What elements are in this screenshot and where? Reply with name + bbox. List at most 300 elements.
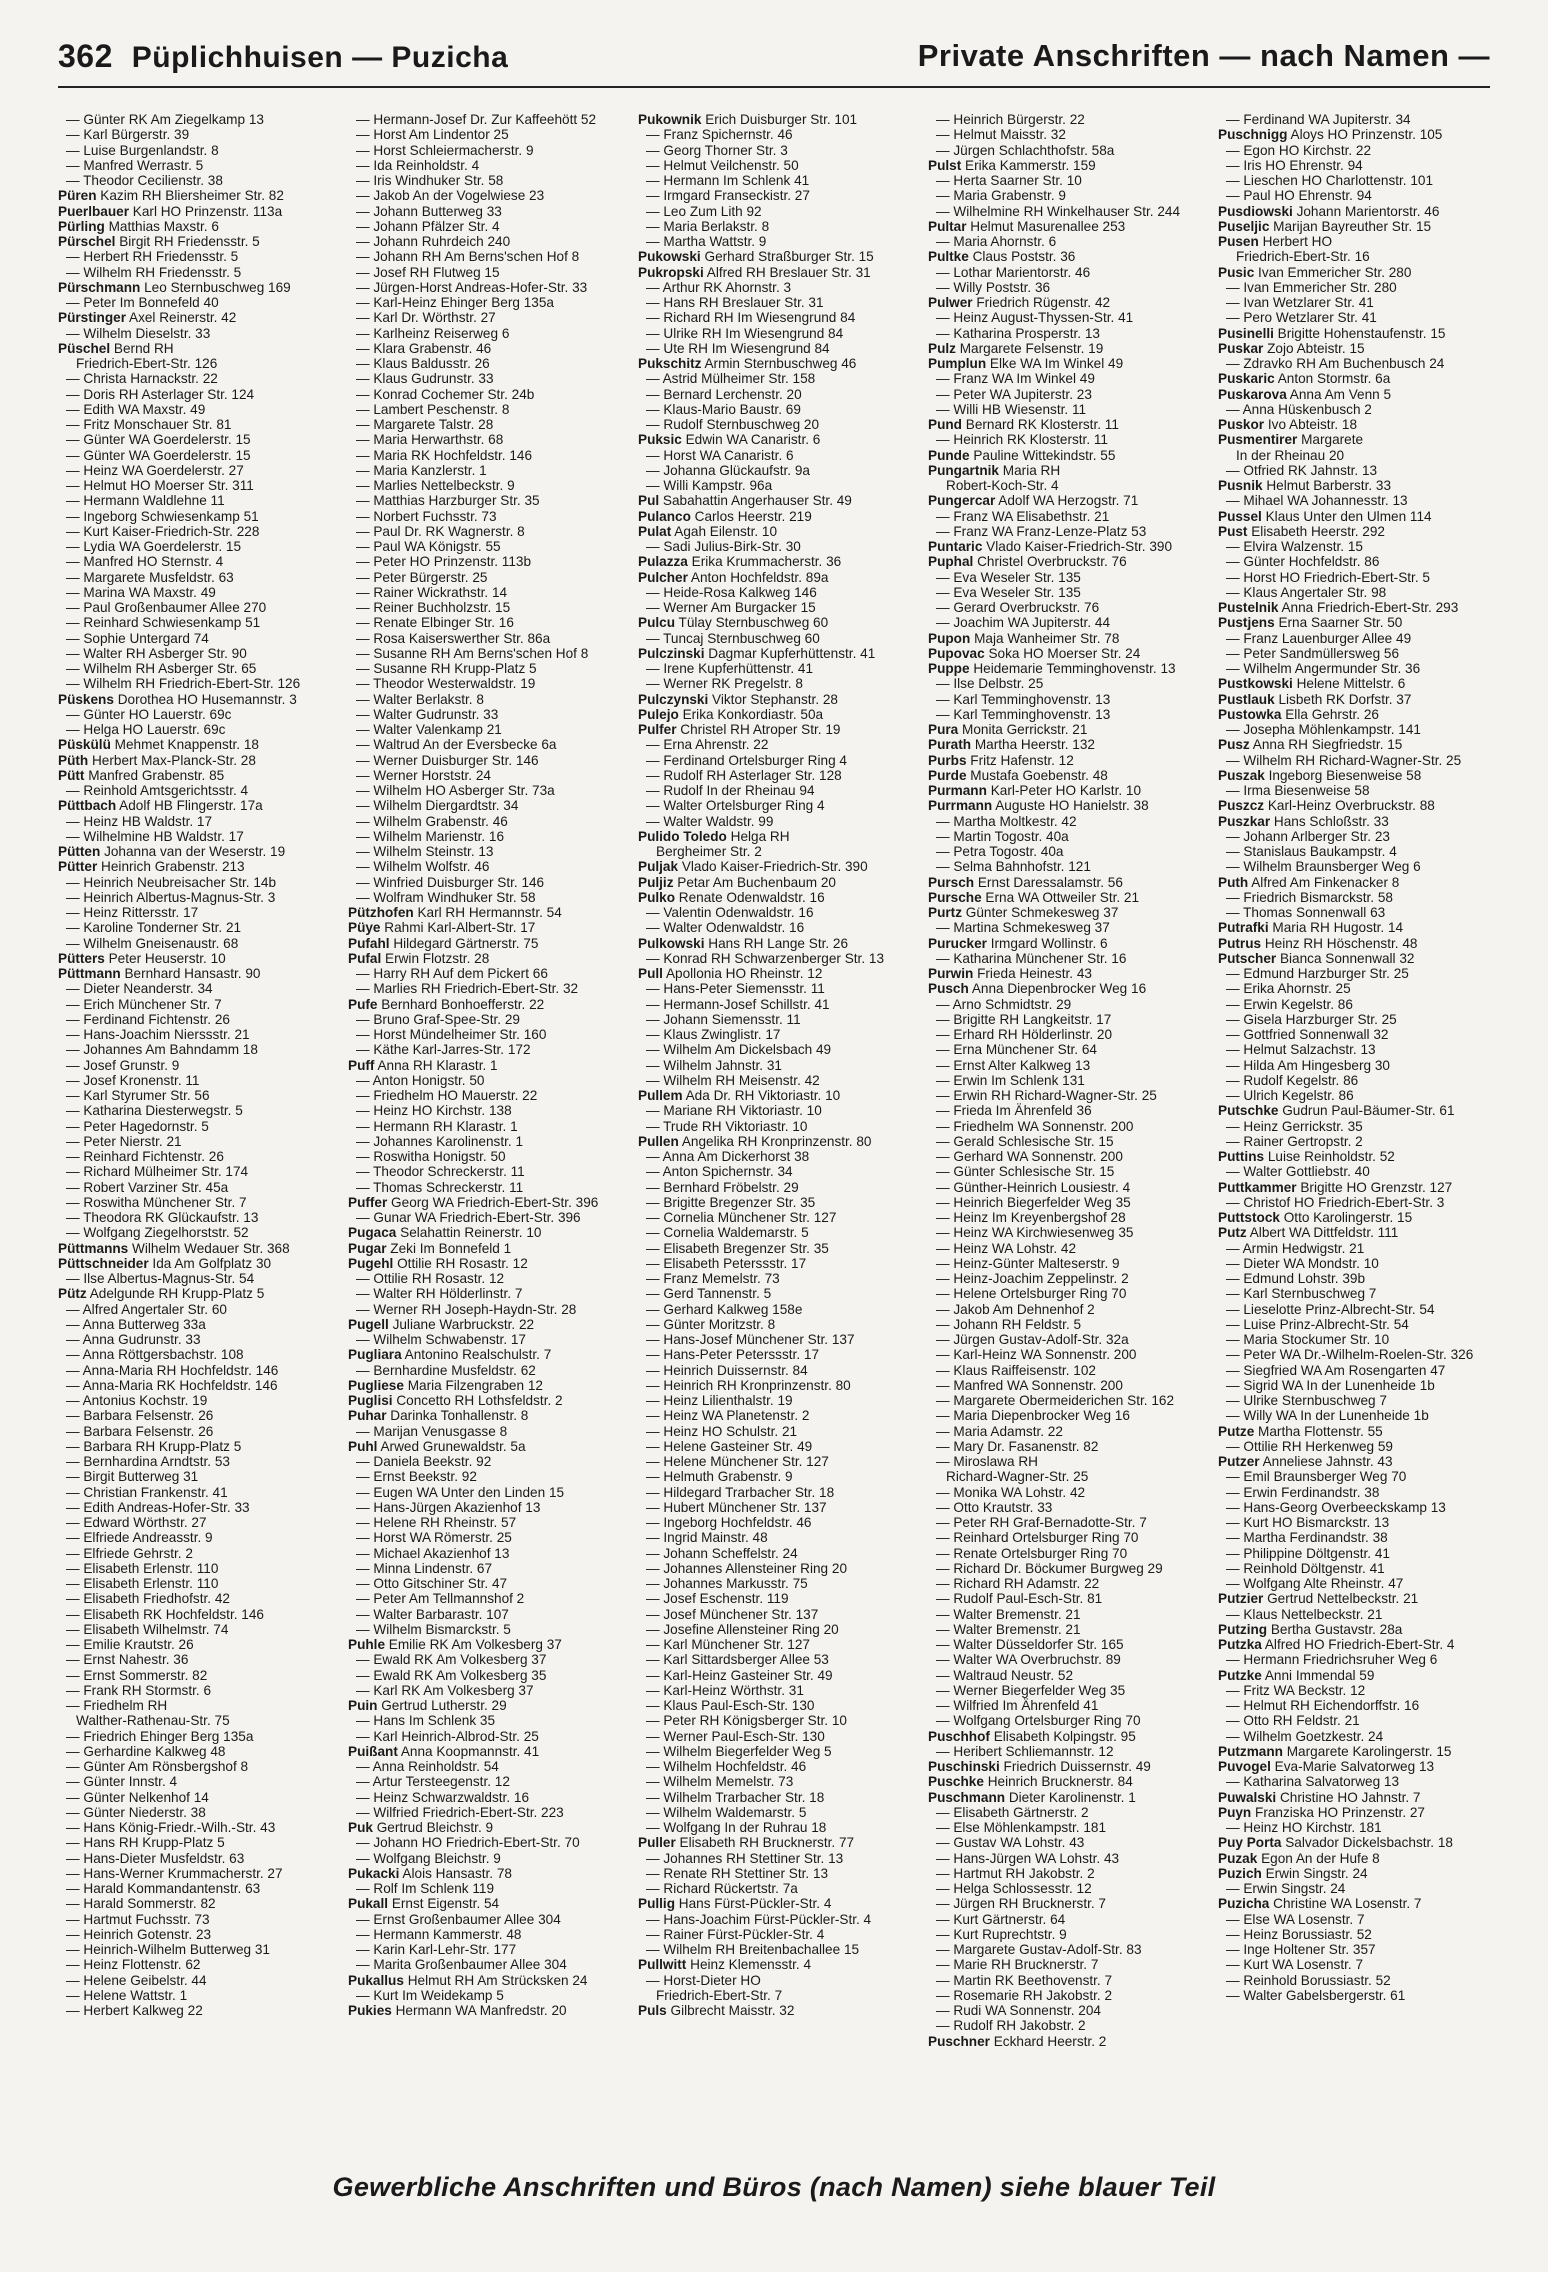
directory-entry: [58, 951, 330, 966]
surname: Püttmann: [58, 966, 121, 981]
entry-details: Herbert HO: [1258, 234, 1333, 249]
surname: Pulazza: [638, 554, 688, 570]
directory-entry: — Klaus Nettelbeckstr. 21: [1226, 1606, 1383, 1622]
directory-entry: — Martha Moltkestr. 42: [936, 813, 1077, 829]
directory-entry: — Ivan Emmericher Str. 280: [1226, 279, 1397, 295]
entry-details: Emilie RK Am Volkesberg 37: [385, 1637, 562, 1652]
directory-entry: — Frieda Im Ährenfeld 36: [936, 1103, 1092, 1119]
directory-entry: — Jürgen Schlachthofstr. 58a: [936, 142, 1115, 158]
directory-entry: — Thomas Sonnenwall 63: [1226, 905, 1386, 920]
directory-entry: Walther-Rathenau-Str. 75: [76, 1713, 230, 1729]
directory-entry: — Martha Wattstr. 9: [646, 234, 767, 249]
surname: Puljak: [638, 859, 679, 875]
entry-details: Johanna van der Weserstr. 19: [100, 844, 286, 859]
directory-entry: — Otto Gitschiner Str. 47: [356, 1576, 508, 1591]
entry-details: Hermann WA Manfredstr. 20: [391, 2003, 567, 2018]
entry-details: Angelika RH Kronprinzenstr. 80: [678, 1133, 872, 1149]
directory-entry: [638, 493, 910, 508]
directory-entry: — Gerhard Kalkweg 158e: [646, 1301, 803, 1317]
directory-entry: — Mariane RH Viktoriastr. 10: [646, 1103, 822, 1119]
directory-entry: — Gerd Tannenstr. 5: [646, 1286, 772, 1302]
directory-entry: — Heinz Lilienthalstr. 19: [646, 1393, 793, 1408]
directory-entry: — Joachim WA Jupiterstr. 44: [936, 615, 1111, 631]
directory-entry: — Theodor Schreckerstr. 11: [356, 1164, 525, 1180]
directory-entry: [928, 905, 1200, 920]
entry-details: Ingeborg Biesenweise 58: [1264, 767, 1422, 783]
entry-details: Margarete Felsenstr. 19: [955, 340, 1104, 356]
directory-entry: — Richard RH Adamstr. 22: [936, 1576, 1100, 1591]
entry-details: Leo Sternbuschweg 169: [140, 279, 291, 295]
directory-entry: — Karl Bürgerstr. 39: [66, 127, 190, 143]
entry-details: Gilbrecht Maisstr. 32: [666, 2003, 795, 2018]
directory-entry: [928, 295, 1200, 310]
directory-entry: — Winfried Duisburger Str. 146: [356, 874, 545, 890]
directory-entry: [58, 188, 330, 203]
directory-entry: — Wilfried Im Ährenfeld 41: [936, 1698, 1099, 1713]
directory-entry: [638, 1896, 910, 1911]
directory-entry: — Peter RH Königsberger Str. 10: [646, 1713, 847, 1729]
directory-entry: — Werner Horststr. 24: [356, 767, 491, 783]
entry-details: Martha Heerstr. 132: [971, 737, 1095, 753]
directory-entry: — Anna Am Dickerhorst 38: [646, 1149, 810, 1164]
directory-entry: — Otto RH Feldstr. 21: [1226, 1713, 1360, 1729]
surname: Puwalski: [1218, 1789, 1277, 1805]
directory-entry: — Ulrike Sternbuschweg 7: [1226, 1393, 1387, 1408]
entry-details: Albert WA Dittfeldstr. 111: [1246, 1225, 1399, 1241]
directory-entry: — Walter Bremenstr. 21: [936, 1621, 1081, 1637]
directory-entry: [1218, 920, 1490, 935]
directory-entry: [58, 1241, 330, 1256]
directory-entry: — Wolfgang Ziegelhorststr. 52: [66, 1225, 249, 1241]
directory-entry: — Ottilie RH Rosastr. 12: [356, 1271, 505, 1286]
directory-entry: — Ferdinand Ortelsburger Ring 4: [646, 752, 847, 768]
directory-entry: In der Rheinau 20: [1236, 447, 1345, 463]
directory-entry: — Ernst Nahestr. 36: [66, 1652, 189, 1668]
surname: Putzmann: [1218, 1743, 1283, 1759]
entry-details: Anna Friedrich-Ebert-Str. 293: [1278, 600, 1459, 615]
directory-entry: — Franz Spichernstr. 46: [646, 127, 793, 143]
entry-details: Karl-Peter HO Karlstr. 10: [986, 783, 1142, 798]
surname: Puskarova: [1218, 386, 1287, 402]
entry-details: Anna RH Siegfriedstr. 15: [1249, 737, 1403, 753]
directory-entry: [348, 905, 620, 920]
directory-entry: — Klaus Raiffeisenstr. 102: [936, 1362, 1096, 1378]
directory-entry: — Doris RH Asterlager Str. 124: [66, 386, 255, 402]
directory-entry: — Rainer Gertropstr. 2: [1226, 1133, 1363, 1149]
directory-entry: [58, 859, 330, 874]
entry-details: Maria Filzengraben 12: [403, 1377, 543, 1393]
surname: Purucker: [928, 935, 987, 951]
surname: Puschner: [928, 2033, 990, 2049]
page-number: 362: [58, 38, 113, 74]
directory-entry: — Karl-Heinz Ehinger Berg 135a: [356, 295, 554, 310]
directory-entry: — Walter Valenkamp 21: [356, 722, 502, 737]
entry-details: Concetto RH Lothsfeldstr. 2: [392, 1393, 563, 1408]
directory-entry: — Harald Sommerstr. 82: [66, 1896, 216, 1912]
directory-entry: — Maria Adamstr. 22: [936, 1423, 1063, 1439]
directory-entry: — Heinz WA Lohstr. 42: [936, 1240, 1077, 1256]
directory-entry: [1218, 1790, 1490, 1805]
directory-entry: [928, 1729, 1200, 1744]
entry-details: Dorothea HO Husemannstr. 3: [113, 691, 297, 707]
directory-entry: — Hans RH Krupp-Platz 5: [66, 1835, 225, 1851]
directory-entry: — Werner RH Joseph-Haydn-Str. 28: [356, 1301, 577, 1317]
directory-entry: [1218, 341, 1490, 356]
directory-entry: — Horst WA Römerstr. 25: [356, 1530, 512, 1546]
directory-entry: — Johann HO Friedrich-Ebert-Str. 70: [356, 1835, 580, 1851]
directory-entry: [638, 646, 910, 661]
directory-entry: — Karl Heinrich-Albrod-Str. 25: [356, 1728, 539, 1744]
directory-columns: [58, 112, 1490, 2157]
directory-entry: — Josef Eschenstr. 119: [646, 1591, 789, 1607]
entry-details: Hans RH Lange Str. 26: [704, 935, 849, 951]
directory-entry: — Ferdinand Fichtenstr. 26: [66, 1011, 230, 1027]
directory-entry: [348, 1378, 620, 1393]
directory-entry: — Marlies Nettelbeckstr. 9: [356, 478, 515, 493]
entry-details: Gertrud Bleichstr. 9: [372, 1820, 494, 1835]
surname: Pugehl: [348, 1255, 394, 1271]
directory-entry: — Sophie Untergard 74: [66, 630, 209, 646]
entry-details: Matthias Maxstr. 6: [104, 218, 219, 234]
surname: Puttkammer: [1218, 1179, 1297, 1195]
directory-entry: [1218, 692, 1490, 707]
surname: Puff: [348, 1057, 375, 1073]
surname: Pusen: [1218, 234, 1259, 249]
directory-entry: [638, 524, 910, 539]
entry-details: Pauline Wittekindstr. 55: [969, 447, 1116, 463]
directory-entry: — Barbara RH Krupp-Platz 5: [66, 1438, 242, 1454]
surname: Püschel: [58, 340, 111, 356]
directory-entry: — Wilfried Friedrich-Ebert-Str. 223: [356, 1804, 564, 1820]
directory-entry: — Gisela Harzburger Str. 25: [1226, 1011, 1397, 1027]
directory-entry: — Harry RH Auf dem Pickert 66: [356, 966, 548, 981]
directory-entry: [638, 722, 910, 737]
directory-entry: — Helga Schlossesstr. 12: [936, 1881, 1092, 1896]
directory-entry: — Birgit Butterweg 31: [66, 1469, 199, 1485]
surname: Punde: [928, 447, 970, 463]
surname: Puffer: [348, 1194, 388, 1210]
directory-entry: — Edmund Harzburger Str. 25: [1226, 966, 1409, 981]
directory-entry: — Heinz Schwarzwaldstr. 16: [356, 1789, 530, 1805]
directory-entry: — Walter Gabelsbergerstr. 61: [1226, 1987, 1406, 2003]
directory-entry: — Karl Temminghovenstr. 13: [936, 706, 1111, 722]
directory-entry: [1218, 432, 1490, 447]
directory-entry: — Wilhelm Diergardtstr. 34: [356, 798, 519, 814]
surname: Pustowka: [1218, 706, 1282, 722]
entry-details: Christel RH Atroper Str. 19: [676, 722, 841, 737]
directory-entry: — Helene Wattstr. 1: [66, 1987, 188, 2003]
directory-entry: — Erwin RH Richard-Wagner-Str. 25: [936, 1088, 1157, 1103]
directory-entry: — Peter Hagedornstr. 5: [66, 1118, 209, 1134]
surname: Puls: [638, 2003, 667, 2018]
surname: Pustelnik: [1218, 600, 1279, 615]
surname: Puskor: [1218, 417, 1265, 432]
entry-details: Bernhard Hansastr. 90: [120, 966, 261, 981]
surname: Putzke: [1218, 1667, 1262, 1683]
entry-details: Bernard RK Klosterstr. 11: [961, 417, 1119, 432]
directory-entry: [928, 768, 1200, 783]
directory-entry: — Minna Lindenstr. 67: [356, 1560, 493, 1576]
directory-entry: — Emilie Krautstr. 26: [66, 1637, 194, 1652]
directory-entry: — Heinz HO Kirchstr. 138: [356, 1103, 512, 1119]
directory-entry: — Hermann Friedrichsruher Weg 6: [1226, 1652, 1438, 1668]
entry-details: Rahmi Karl-Albert-Str. 17: [380, 920, 536, 936]
surname: Pugell: [348, 1316, 389, 1332]
surname: Pullen: [638, 1133, 679, 1149]
entry-details: Maja Wanheimer Str. 78: [970, 630, 1120, 646]
surname: Pul: [638, 493, 660, 509]
surname: Puskaric: [1218, 371, 1275, 387]
directory-entry: [348, 997, 620, 1012]
directory-entry: — Johann RH Feldstr. 5: [936, 1316, 1082, 1332]
directory-entry: — Alfred Angertaler Str. 60: [66, 1301, 227, 1317]
directory-entry: — Günter Innstr. 4: [66, 1774, 178, 1790]
directory-entry: — Iris HO Ehrenstr. 94: [1226, 157, 1363, 173]
directory-entry: Robert-Koch-Str. 4: [946, 478, 1059, 493]
directory-entry: — Heinz WA Planetenstr. 2: [646, 1408, 810, 1424]
directory-entry: [928, 219, 1200, 234]
directory-entry: [58, 1286, 330, 1301]
directory-entry: [1218, 1866, 1490, 1881]
directory-entry: — Pero Wetzlarer Str. 41: [1226, 310, 1377, 326]
directory-entry: — Wilhelm Marienstr. 16: [356, 828, 505, 844]
directory-entry: — Wilhelm Grabenstr. 46: [356, 813, 508, 829]
surname: Pufe: [348, 996, 378, 1012]
directory-entry: — Helene Geibelstr. 44: [66, 1972, 207, 1988]
directory-entry: — Willi HB Wiesenstr. 11: [936, 401, 1087, 417]
directory-entry: — Johann Arlberger Str. 23: [1226, 828, 1390, 844]
surname: Puyn: [1218, 1804, 1252, 1820]
directory-entry: [1218, 326, 1490, 341]
directory-entry: — Reiner Buchholzstr. 15: [356, 600, 511, 615]
directory-entry: [928, 2034, 1200, 2049]
directory-entry: — Elfriede Andreasstr. 9: [66, 1530, 213, 1546]
entry-details: Gertrud Nettelbeckstr. 21: [1263, 1591, 1419, 1607]
directory-entry: — Anna-Maria RH Hochfeldstr. 146: [66, 1362, 279, 1378]
directory-entry: [638, 890, 910, 905]
surname: Purde: [928, 767, 967, 783]
directory-entry: — Gerard Overbruckstr. 76: [936, 600, 1100, 615]
entry-details: Alfred HO Friedrich-Ebert-Str. 4: [1261, 1637, 1455, 1652]
entry-details: Antonino Realschulstr. 7: [401, 1347, 552, 1363]
directory-entry: — Heinrich Biegerfelder Weg 35: [936, 1194, 1131, 1210]
directory-entry: — Christian Frankenstr. 41: [66, 1484, 228, 1500]
directory-entry: — Egon HO Kirchstr. 22: [1226, 142, 1372, 158]
directory-entry: — Maria Berlakstr. 8: [646, 218, 770, 234]
directory-entry: — Karl RK Am Volkesberg 37: [356, 1682, 534, 1698]
directory-entry: — Johannes RH Stettiner Str. 13: [646, 1850, 844, 1866]
directory-entry: — Wilhelm Hochfeldstr. 46: [646, 1759, 807, 1774]
directory-entry: — Wilhelm RH Richard-Wagner-Str. 25: [1226, 752, 1462, 768]
directory-entry: — Theodor Westerwaldstr. 19: [356, 676, 536, 692]
directory-entry: [638, 265, 910, 280]
directory-column-5: [1218, 112, 1490, 2157]
directory-entry: [1218, 1210, 1490, 1225]
surname: Pulkowski: [638, 935, 705, 951]
directory-entry: — Christa Harnackstr. 22: [66, 371, 218, 387]
directory-entry: — Wolfgang Alte Rheinstr. 47: [1226, 1576, 1404, 1591]
directory-entry: — Horst Mündelheimer Str. 160: [356, 1027, 547, 1042]
entry-details: Gudrun Paul-Bäumer-Str. 61: [1278, 1103, 1455, 1119]
directory-entry: — Maria Kanzlerstr. 1: [356, 462, 487, 478]
directory-entry: [928, 539, 1200, 554]
directory-entry: — Anna Reinholdstr. 54: [356, 1759, 499, 1774]
directory-entry: — Hermann Kammerstr. 48: [356, 1926, 522, 1942]
entry-details: Heidemarie Temminghovenstr. 13: [969, 661, 1176, 676]
entry-details: Christine HO Jahnstr. 7: [1276, 1789, 1421, 1805]
directory-entry: [348, 936, 620, 951]
directory-entry: [1218, 676, 1490, 691]
directory-entry: — Matthias Harzburger Str. 35: [356, 493, 540, 509]
footer-note: Gewerbliche Anschriften und Büros (nach Namen) siehe blauer Teil: [332, 2172, 1216, 2202]
directory-entry: — Emil Braunsberger Weg 70: [1226, 1469, 1407, 1485]
directory-entry: — Josef RH Flutweg 15: [356, 264, 500, 280]
directory-entry: — Heinz HO Schulstr. 21: [646, 1423, 798, 1439]
directory-entry: [1218, 814, 1490, 829]
directory-entry: — Erich Münchener Str. 7: [66, 996, 222, 1012]
directory-entry: — Klaus Zwinglistr. 17: [646, 1027, 781, 1042]
directory-entry: — Edith WA Maxstr. 49: [66, 401, 206, 417]
directory-entry: — Walter RH Asberger Str. 90: [66, 645, 247, 661]
directory-entry: — Johanna Glückaufstr. 9a: [646, 462, 810, 478]
directory-entry: — Ernst Alter Kalkweg 13: [936, 1057, 1091, 1073]
surname: Putzka: [1218, 1637, 1262, 1652]
directory-entry: — Heinz Borussiastr. 52: [1226, 1926, 1372, 1942]
entry-details: Darinka Tonhallenstr. 8: [386, 1408, 529, 1424]
surname: Puszkar: [1218, 813, 1271, 829]
directory-entry: — Reinhard Schwiesenkamp 51: [66, 615, 261, 631]
entry-details: Johann Marientorstr. 46: [1292, 203, 1440, 219]
directory-entry: — Wolfgang In der Ruhrau 18: [646, 1820, 827, 1835]
directory-entry: — Marijan Venusgasse 8: [356, 1423, 508, 1439]
entry-details: Kazim RH Bliersheimer Str. 82: [96, 188, 284, 204]
entry-details: Elisabeth RH Brucknerstr. 77: [675, 1835, 855, 1851]
directory-entry: — Walter Barbarastr. 107: [356, 1606, 509, 1622]
directory-entry: [638, 112, 910, 127]
directory-entry: — Barbara Felsenstr. 26: [66, 1408, 214, 1424]
directory-entry: — Hilda Am Hingesberg 30: [1226, 1057, 1390, 1073]
directory-entry: — Elisabeth Gärtnerstr. 2: [936, 1804, 1089, 1820]
directory-entry: — Brigitte RH Langkeitstr. 17: [936, 1011, 1112, 1027]
directory-entry: — Heinrich Bürgerstr. 22: [936, 112, 1085, 127]
directory-entry: — Renate Ortelsburger Ring 70: [936, 1545, 1128, 1561]
entry-details: Alois Hansastr. 78: [399, 1865, 512, 1881]
directory-entry: — Luise Burgenlandstr. 8: [66, 142, 219, 158]
entry-details: Helene Mittelstr. 6: [1292, 676, 1406, 692]
directory-entry: — Heribert Schliemannstr. 12: [936, 1743, 1114, 1759]
surname: Pütten: [58, 844, 101, 859]
entry-details: Adolf HB Flingerstr. 17a: [116, 798, 263, 814]
directory-entry: — Lieselotte Prinz-Albrecht-Str. 54: [1226, 1301, 1435, 1317]
surname: Pusinelli: [1218, 325, 1274, 341]
entry-details: Brigitte HO Grenzstr. 127: [1296, 1179, 1453, 1195]
directory-entry: — Erwin Kegelstr. 86: [1226, 996, 1353, 1012]
directory-entry: — Monika WA Lohstr. 42: [936, 1484, 1086, 1500]
surname: Pürschmann: [58, 279, 141, 295]
surname: Puszak: [1218, 767, 1265, 783]
directory-entry: [1218, 1591, 1490, 1606]
directory-entry: — Rudolf Kegelstr. 86: [1226, 1072, 1359, 1088]
directory-entry: — Lieschen HO Charlottenstr. 101: [1226, 173, 1434, 188]
directory-entry: — Ute RH Im Wiesengrund 84: [646, 340, 830, 356]
directory-entry: [928, 356, 1200, 371]
directory-entry: — Wilhelm Am Dickelsbach 49: [646, 1042, 832, 1058]
entry-details: Gertrud Lutherstr. 29: [377, 1698, 507, 1713]
directory-entry: [928, 798, 1200, 813]
surname: Pulcher: [638, 569, 688, 585]
directory-entry: — Horst Schleiermacherstr. 9: [356, 142, 534, 158]
surname: Purtz: [928, 905, 962, 920]
surname: Pungercar: [928, 493, 996, 509]
directory-entry: — Helmut Salzachstr. 13: [1226, 1042, 1376, 1058]
directory-entry: — Helmut HO Moerser Str. 311: [66, 478, 254, 493]
entry-details: Bernhard Bonhoefferstr. 22: [377, 996, 545, 1012]
directory-entry: — Margarete Musfeldstr. 63: [66, 569, 234, 585]
surname: Puschke: [928, 1774, 984, 1790]
directory-entry: [1218, 1454, 1490, 1469]
directory-entry: — Martina Schmekesweg 37: [936, 920, 1110, 936]
directory-entry: [1218, 1835, 1490, 1850]
page-header: [58, 38, 1490, 82]
directory-entry: — Anna Hüskenbusch 2: [1226, 401, 1372, 417]
directory-entry: [58, 219, 330, 234]
directory-entry: — Waltraud Neustr. 52: [936, 1667, 1073, 1683]
directory-entry: [928, 753, 1200, 768]
directory-entry: — Hans-Josef Münchener Str. 137: [646, 1332, 855, 1347]
directory-entry: [348, 1317, 620, 1332]
entry-details: Adelgunde RH Krupp-Platz 5: [86, 1286, 265, 1302]
directory-entry: [1218, 600, 1490, 615]
directory-entry: — Helmut Veilchenstr. 50: [646, 157, 799, 173]
directory-entry: [638, 875, 910, 890]
directory-entry: — Georg Thorner Str. 3: [646, 142, 788, 158]
directory-entry: [928, 1790, 1200, 1805]
surname: Puller: [638, 1835, 676, 1851]
surname: Pulanco: [638, 508, 691, 524]
surname: Puttins: [1218, 1149, 1265, 1164]
surname: Pursch: [928, 874, 975, 890]
entry-details: Anna Am Venn 5: [1286, 386, 1392, 402]
directory-entry: — Bernhardine Musfeldstr. 62: [356, 1362, 536, 1378]
directory-entry: — Heinz WA Goerdelerstr. 27: [66, 462, 244, 478]
directory-entry: — Gottfried Sonnenwall 32: [1226, 1027, 1389, 1042]
directory-entry: — Reinhard Ortelsburger Ring 70: [936, 1530, 1139, 1546]
entry-details: Sabahattin Angerhauser Str. 49: [659, 493, 852, 509]
entry-details: Georg WA Friedrich-Ebert-Str. 396: [387, 1194, 599, 1210]
entry-details: Mehmet Knappenstr. 18: [110, 737, 259, 753]
directory-entry: — Wilhelm Steinstr. 13: [356, 844, 494, 859]
directory-entry: — Gerhardine Kalkweg 48: [66, 1743, 226, 1759]
directory-entry: — Peter Sandmüllersweg 56: [1226, 645, 1400, 661]
directory-entry: — Christof HO Friedrich-Ebert-Str. 3: [1226, 1194, 1445, 1210]
directory-entry: — Else Möhlenkampstr. 181: [936, 1820, 1107, 1835]
directory-entry: [348, 1698, 620, 1713]
surname: Pulczinski: [638, 645, 705, 661]
surname: Purbs: [928, 752, 967, 768]
directory-entry: — Rosa Kaiserswerther Str. 86a: [356, 630, 551, 646]
directory-entry: — Michael Akazienhof 13: [356, 1545, 510, 1561]
surname: Pulejo: [638, 706, 679, 722]
directory-column-4: [928, 112, 1200, 2157]
directory-entry: [58, 234, 330, 249]
entry-details: Ivo Abteistr. 18: [1264, 417, 1358, 432]
directory-entry: — Arthur RK Ahornstr. 3: [646, 279, 792, 295]
directory-entry: — Johannes Allensteiner Ring 20: [646, 1560, 848, 1576]
directory-entry: — Horst HO Friedrich-Ebert-Str. 5: [1226, 569, 1430, 585]
directory-entry: [1218, 1851, 1490, 1866]
entry-details: Eva-Marie Salvatorweg 13: [1270, 1759, 1435, 1774]
directory-entry: [638, 1088, 910, 1103]
